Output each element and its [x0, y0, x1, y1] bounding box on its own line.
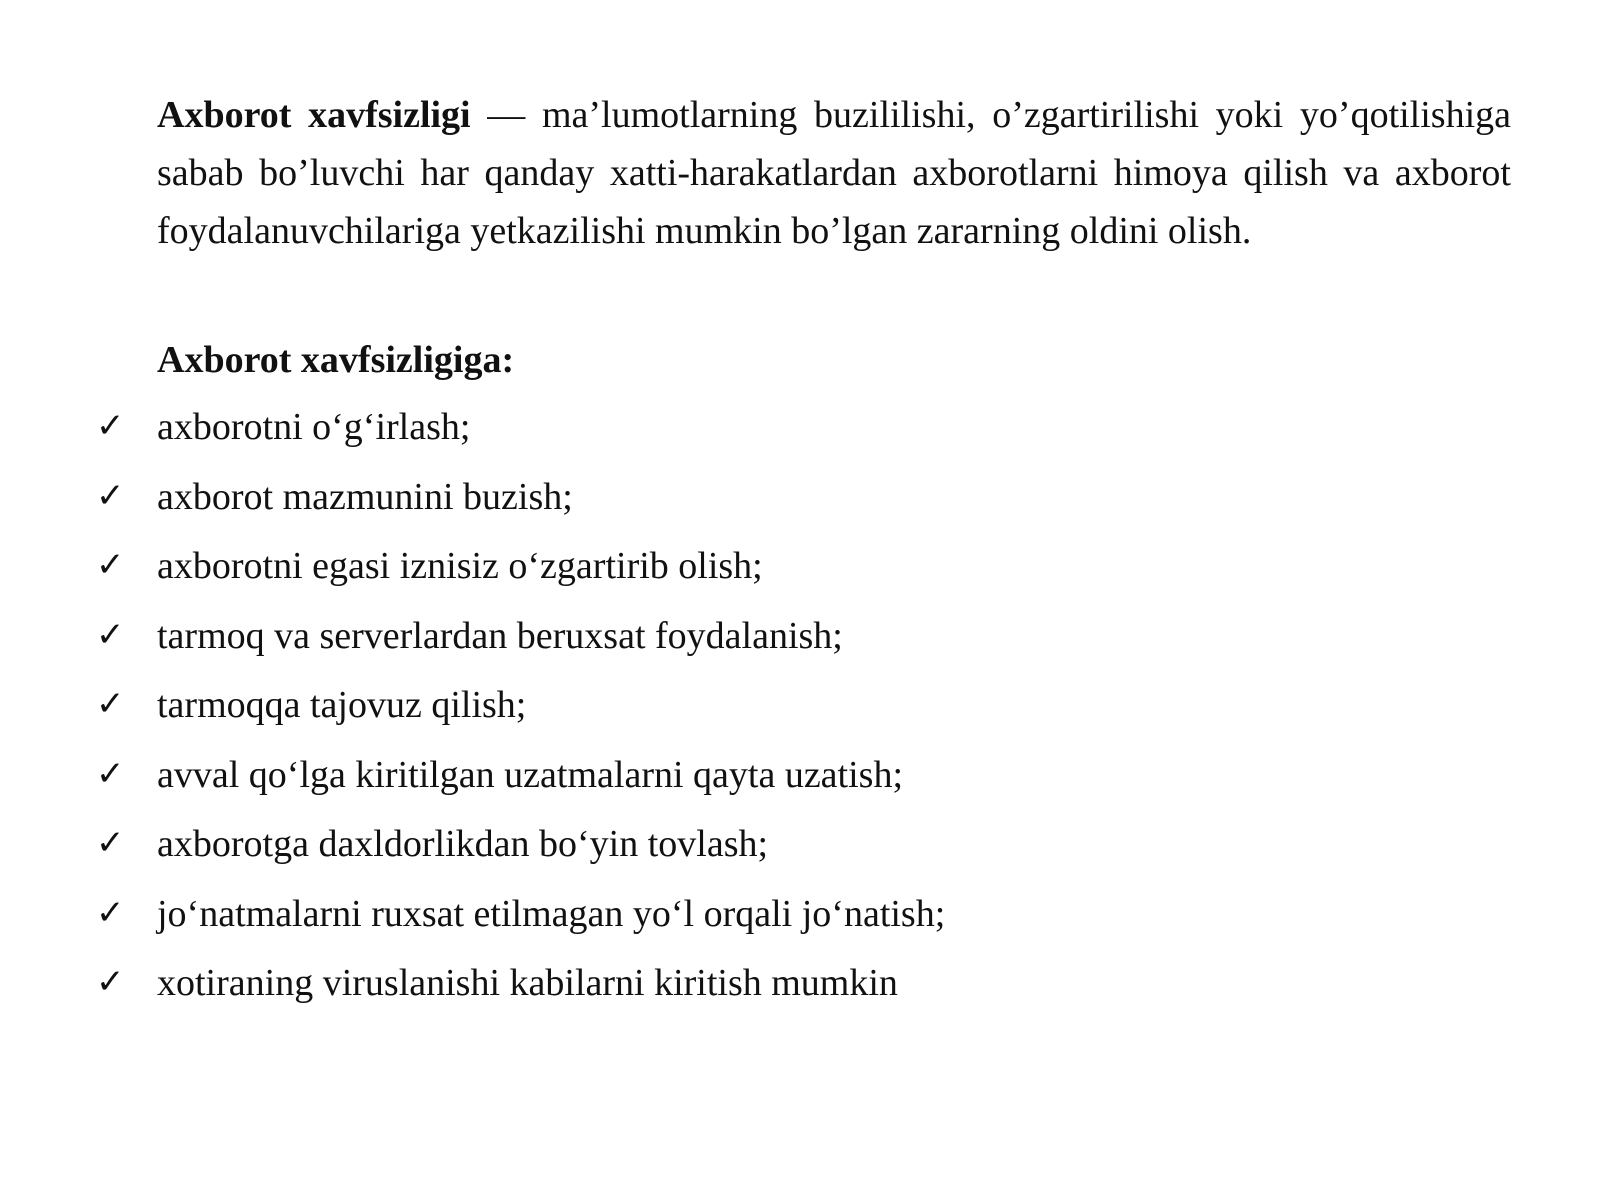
checkmark-icon: ✓	[96, 823, 125, 863]
list-item	[0, 954, 1600, 1024]
definition-paragraph	[157, 86, 1511, 260]
list-item-text: tarmoqqa tajovuz qilish;	[157, 684, 527, 726]
list-item-text: xotiraning viruslanishi kabilarni kiritish mumkin	[157, 962, 898, 1004]
definition-term: Axborot xavfsizligi	[157, 94, 471, 136]
list-item	[0, 537, 1600, 607]
list-item	[0, 468, 1600, 538]
checkmark-icon: ✓	[96, 475, 125, 516]
definition-text: ma’lumotlarning buzililishi, o’zgartirilishi yoki yo’qotilishiga sabab bo’luvchi har qanday xatti-harakatlardan axborotlarni himoya qilish va axborot foydalanuvchilariga yetkazilishi mumkin bo’lgan zararning oldini olish.	[157, 94, 1512, 252]
list-item-text: axborotga daxldorlikdan bo‘yin tovlash;	[157, 823, 769, 865]
list-item-text: jo‘natmalarni ruxsat etilmagan yo‘l orqali jo‘natish;	[157, 892, 946, 935]
list-item-text: axborot mazmunini buzish;	[157, 475, 573, 518]
list-heading: Axborot xavfsizligiga:	[157, 339, 515, 381]
checkmark-icon: ✓	[96, 614, 125, 655]
list-item	[0, 746, 1600, 816]
list-item-text: axborotni egasi iznisiz o‘zgartirib olish;	[157, 545, 763, 587]
list-item-text: avval qo‘lga kiritilgan uzatmalarni qayta uzatish;	[157, 753, 904, 796]
definition-dash: —	[487, 94, 526, 136]
list-item-text: axborotni o‘g‘irlash;	[157, 406, 471, 448]
checkmark-icon: ✓	[96, 962, 125, 1002]
list-item	[0, 815, 1600, 885]
list-item	[0, 607, 1600, 677]
checkmark-icon: ✓	[96, 545, 125, 585]
checklist	[0, 398, 1600, 1024]
checkmark-icon: ✓	[96, 684, 125, 724]
list-item	[0, 676, 1600, 746]
list-item	[0, 398, 1600, 468]
list-item	[0, 885, 1600, 955]
checkmark-icon: ✓	[96, 406, 125, 446]
checkmark-icon: ✓	[96, 892, 125, 933]
checkmark-icon: ✓	[96, 753, 125, 794]
list-item-text: tarmoq va serverlardan beruxsat foydalanish;	[157, 614, 843, 657]
